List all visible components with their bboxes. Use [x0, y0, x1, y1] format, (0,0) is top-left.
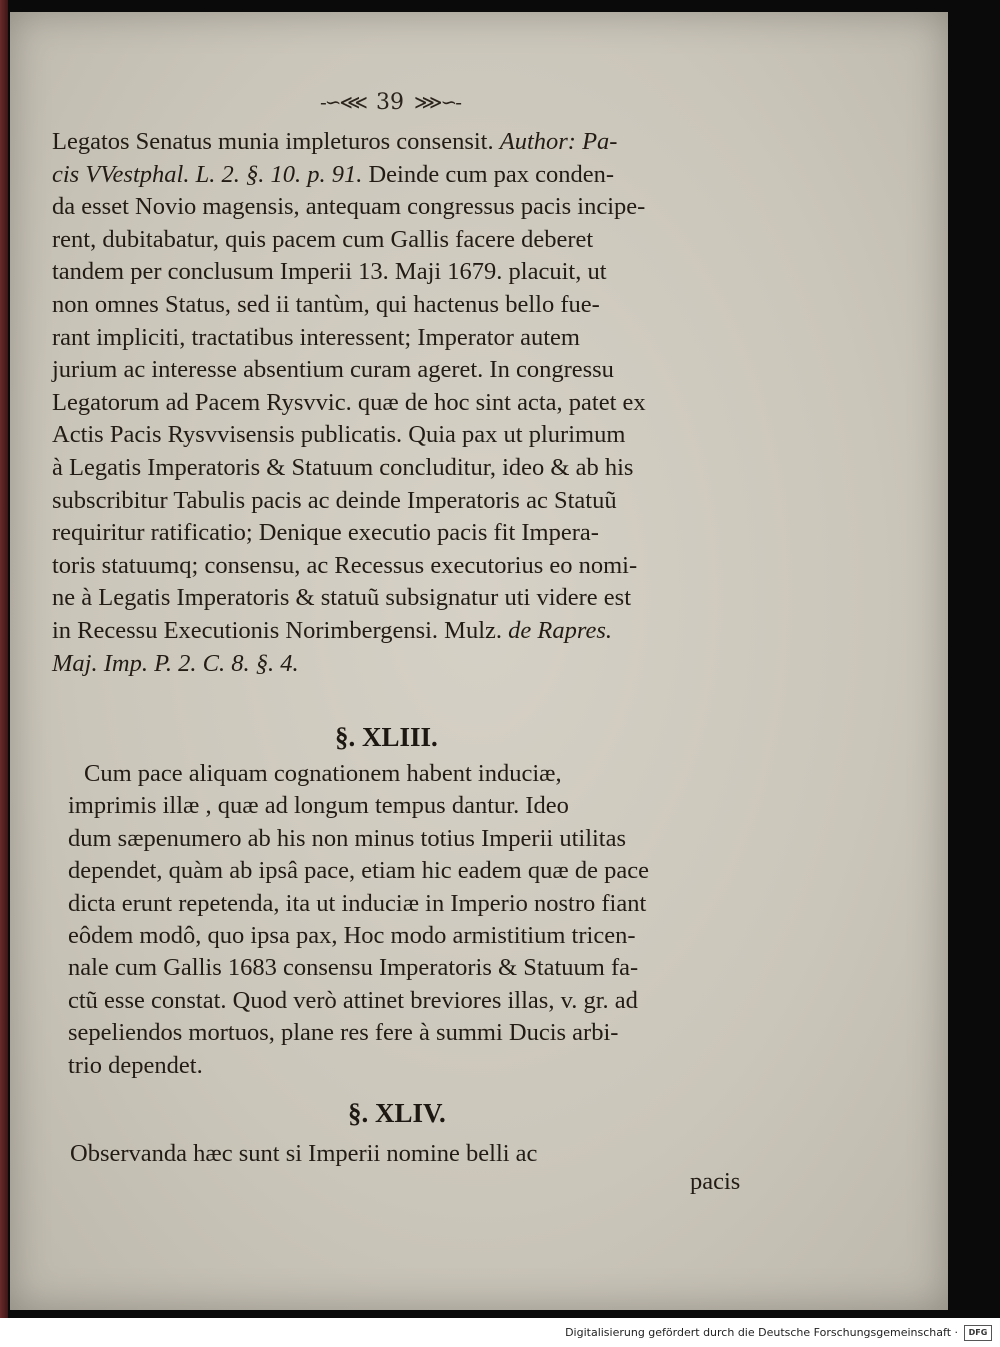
page-number: 39 — [376, 89, 404, 115]
text-line — [52, 519, 599, 547]
text-line: imprimis illæ , quæ ad longum tempus dantur. Ideo — [68, 792, 569, 820]
text-line — [52, 128, 617, 156]
body-text: Legatos Senatus munia impleturos consensit. — [52, 128, 500, 155]
text-line — [52, 356, 614, 384]
text-line: Cum pace aliquam cognationem habent induciæ, — [84, 760, 562, 787]
text-line — [52, 487, 617, 515]
text-line — [52, 324, 580, 352]
body-text: toris statuumq; consensu, ac Recessus executorius eo nomi- — [52, 551, 638, 579]
citation-text: de Rapres. — [508, 617, 612, 644]
text-line: trio dependet. — [68, 1051, 203, 1079]
text-line — [52, 389, 646, 417]
text-line — [52, 617, 612, 645]
body-text: rent, dubitabatur, quis pacem cum Gallis facere deberet — [52, 225, 594, 253]
text-line: dum sæpenumero ab his non minus totius Imperii utilitas — [68, 824, 627, 852]
section-heading-44: §. XLIV. — [348, 1098, 446, 1128]
catchword: pacis — [690, 1168, 741, 1195]
text-line — [52, 650, 299, 678]
dfg-logo-icon: DFG — [964, 1325, 992, 1341]
text-line — [52, 454, 633, 482]
body-text: Deinde cum pax conden- — [362, 160, 615, 188]
ornament-left: -∽⋘ — [320, 90, 366, 114]
citation-text: Maj. Imp. P. 2. C. 8. §. 4. — [52, 649, 299, 677]
section-heading-43: §. XLIII. — [335, 722, 438, 752]
text-line — [52, 552, 637, 580]
footer-bar — [0, 1318, 1000, 1347]
ornament-right: ⋙∽- — [414, 90, 460, 114]
body-text: requiritur ratificatio; Denique executio pacis fit Impera- — [52, 519, 599, 547]
text-line — [52, 421, 625, 449]
text-line — [52, 226, 593, 254]
body-text: Legatorum ad Pacem Rysvvic. quæ de hoc sint acta, patet ex — [52, 388, 646, 416]
text-line: sepeliendos mortuos, plane res fere à summi Ducis arbi- — [68, 1019, 619, 1047]
citation-text: cis VVestphal. L. 2. §. 10. p. 91. — [52, 160, 363, 188]
text-line — [52, 161, 614, 189]
body-text: in Recessu Executionis Norimbergensi. Mulz. — [52, 617, 509, 644]
body-text: jurium ac interesse absentium curam ageret. In congressu — [52, 356, 614, 384]
text-line: ctũ esse constat. Quod verò attinet breviores illas, v. gr. ad — [68, 986, 638, 1014]
body-text: ne à Legatis Imperatoris & statuũ subsignatur uti videre est — [52, 584, 632, 612]
body-text: subscribitur Tabulis pacis ac deinde Imperatoris ac Statuũ — [52, 486, 617, 514]
body-text: non omnes Status, sed ii tantùm, qui hactenus bello fue- — [52, 291, 600, 318]
body-text: rant impliciti, tractatibus interessent; Imperator autem — [52, 323, 580, 351]
footer-credit: Digitalisierung gefördert durch die Deutsche Forschungsgemeinschaft · — [565, 1326, 958, 1339]
body-text: da esset Novio magensis, antequam congressus pacis incipe- — [52, 193, 646, 221]
text-line: Observanda hæc sunt si Imperii nomine belli ac — [70, 1140, 538, 1167]
body-text: tandem per conclusum Imperii 13. Maji 1679. placuit, ut — [52, 258, 607, 286]
book-cover-edge — [0, 0, 8, 1318]
text-line: eôdem modô, quo ipsa pax, Hoc modo armistitium tricen- — [68, 922, 636, 949]
text-line — [52, 584, 631, 612]
body-text: Actis Pacis Rysvvisensis publicatis. Quia pax ut plurimum — [52, 421, 626, 449]
text-line: dependet, quàm ab ipsâ pace, etiam hic eadem quæ de pace — [68, 857, 649, 885]
text-line — [52, 258, 607, 286]
text-line: dicta erunt repetenda, ita ut induciæ in Imperio nostro fiant — [68, 889, 647, 917]
page-header — [290, 82, 490, 122]
text-line — [52, 291, 600, 319]
body-text: à Legatis Imperatoris & Statuum concluditur, ideo & ab his — [52, 454, 634, 481]
text-line — [52, 193, 645, 221]
citation-text: Author: Pa- — [499, 128, 618, 155]
text-line: nale cum Gallis 1683 consensu Imperatoris & Statuum fa- — [68, 954, 639, 982]
